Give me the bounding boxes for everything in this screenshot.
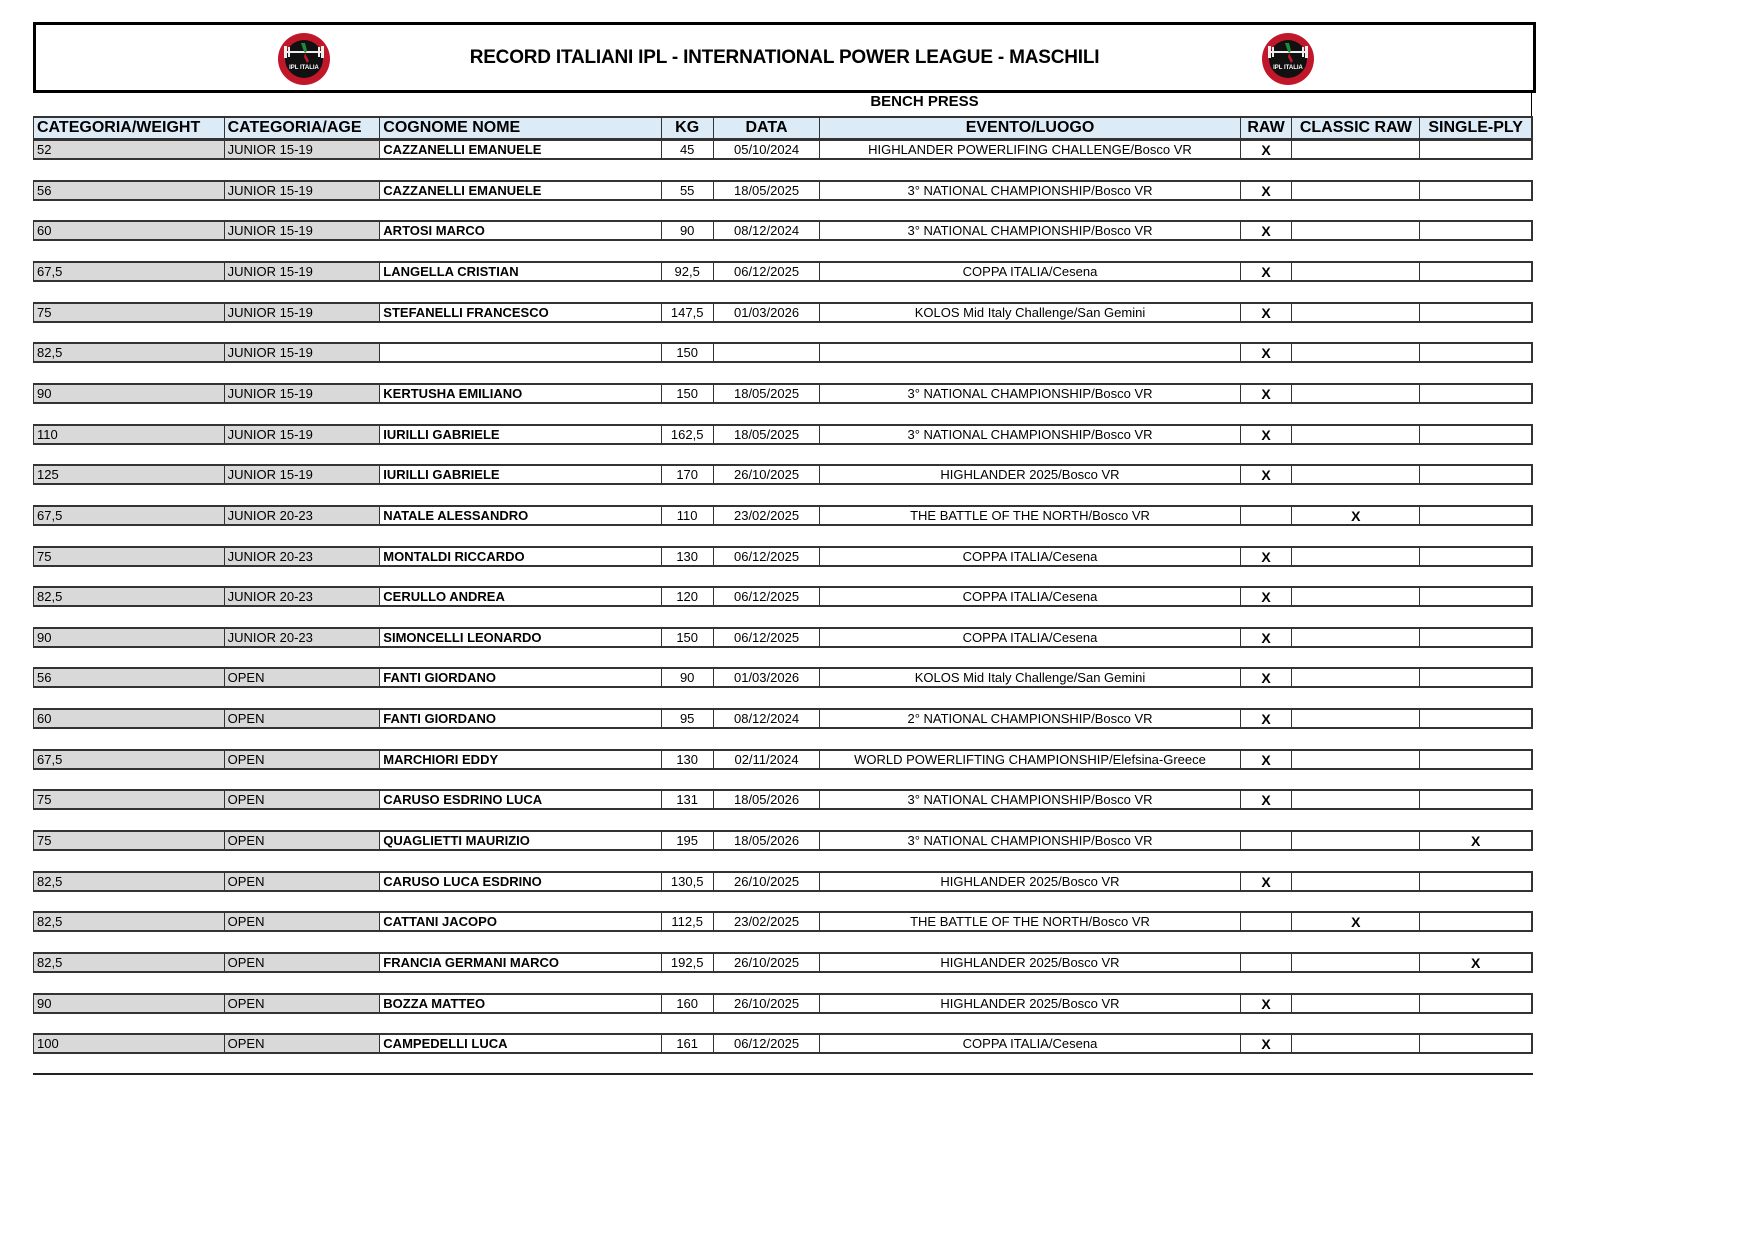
kg-cell: 130 (662, 548, 714, 565)
age-category-cell: JUNIOR 15-19 (225, 263, 381, 280)
raw-mark-cell: X (1241, 466, 1293, 483)
event-location-cell: HIGHLANDER 2025/Bosco VR (820, 873, 1240, 890)
classic-raw-mark-cell (1292, 344, 1420, 361)
kg-cell: 130 (662, 751, 714, 768)
athlete-name-cell: QUAGLIETTI MAURIZIO (380, 832, 661, 849)
logo-center-text: IPL ITALIA (289, 65, 319, 71)
date-cell: 06/12/2025 (714, 263, 821, 280)
raw-mark-cell: X (1241, 548, 1293, 565)
column-header-event: EVENTO/LUOGO (820, 118, 1240, 138)
age-category-cell: OPEN (225, 873, 381, 890)
raw-mark-cell (1241, 913, 1293, 930)
single-ply-mark-cell (1420, 466, 1531, 483)
table-row (33, 871, 1533, 892)
event-location-cell: 3° NATIONAL CHAMPIONSHIP/Bosco VR (820, 222, 1240, 239)
age-category-cell: JUNIOR 15-19 (225, 466, 381, 483)
classic-raw-mark-cell: X (1292, 507, 1420, 524)
ipl-italia-logo-icon (1256, 31, 1320, 87)
event-location-cell: HIGHLANDER 2025/Bosco VR (820, 954, 1240, 971)
single-ply-mark-cell (1420, 344, 1531, 361)
age-category-cell: JUNIOR 20-23 (225, 629, 381, 646)
date-cell: 23/02/2025 (714, 913, 821, 930)
athlete-name-cell: CATTANI JACOPO (380, 913, 661, 930)
date-cell: 06/12/2025 (714, 1035, 821, 1052)
weight-cell: 90 (34, 629, 225, 646)
event-location-cell: 3° NATIONAL CHAMPIONSHIP/Bosco VR (820, 426, 1240, 443)
raw-mark-cell: X (1241, 304, 1293, 321)
table-row (33, 180, 1533, 201)
classic-raw-mark-cell (1292, 832, 1420, 849)
table-row (33, 667, 1533, 688)
kg-cell: 150 (662, 629, 714, 646)
kg-cell: 110 (662, 507, 714, 524)
date-cell: 02/11/2024 (714, 751, 821, 768)
raw-mark-cell: X (1241, 222, 1293, 239)
kg-cell: 95 (662, 710, 714, 727)
single-ply-mark-cell (1420, 913, 1531, 930)
age-category-cell: JUNIOR 20-23 (225, 588, 381, 605)
age-category-cell: OPEN (225, 954, 381, 971)
athlete-name-cell: ARTOSI MARCO (380, 222, 661, 239)
athlete-name-cell: MONTALDI RICCARDO (380, 548, 661, 565)
event-location-cell: KOLOS Mid Italy Challenge/San Gemini (820, 304, 1240, 321)
event-location-cell: 3° NATIONAL CHAMPIONSHIP/Bosco VR (820, 791, 1240, 808)
single-ply-mark-cell (1420, 791, 1531, 808)
date-cell: 26/10/2025 (714, 995, 821, 1012)
date-cell: 26/10/2025 (714, 873, 821, 890)
date-cell: 06/12/2025 (714, 588, 821, 605)
raw-mark-cell: X (1241, 751, 1293, 768)
classic-raw-mark-cell (1292, 141, 1420, 158)
kg-cell: 161 (662, 1035, 714, 1052)
classic-raw-mark-cell (1292, 182, 1420, 199)
kg-cell: 45 (662, 141, 714, 158)
column-header-weight: CATEGORIA/WEIGHT (34, 118, 225, 138)
table-row (33, 1033, 1533, 1054)
raw-mark-cell: X (1241, 791, 1293, 808)
date-cell: 06/12/2025 (714, 548, 821, 565)
table-row (33, 789, 1533, 810)
table-row (33, 505, 1533, 526)
single-ply-mark-cell (1420, 751, 1531, 768)
kg-cell: 92,5 (662, 263, 714, 280)
weight-cell: 90 (34, 385, 225, 402)
age-category-cell: OPEN (225, 995, 381, 1012)
weight-cell: 100 (34, 1035, 225, 1052)
event-location-cell: COPPA ITALIA/Cesena (820, 1035, 1240, 1052)
date-cell: 18/05/2026 (714, 832, 821, 849)
age-category-cell: JUNIOR 15-19 (225, 385, 381, 402)
weight-cell: 82,5 (34, 344, 225, 361)
age-category-cell: OPEN (225, 832, 381, 849)
raw-mark-cell: X (1241, 182, 1293, 199)
age-category-cell: JUNIOR 15-19 (225, 222, 381, 239)
date-cell: 18/05/2025 (714, 385, 821, 402)
kg-cell: 170 (662, 466, 714, 483)
age-category-cell: OPEN (225, 751, 381, 768)
table-row (33, 627, 1533, 648)
single-ply-mark-cell (1420, 873, 1531, 890)
table-row (33, 830, 1533, 851)
date-cell: 01/03/2026 (714, 304, 821, 321)
event-location-cell: COPPA ITALIA/Cesena (820, 588, 1240, 605)
athlete-name-cell: CARUSO ESDRINO LUCA (380, 791, 661, 808)
title-box (33, 22, 1536, 93)
single-ply-mark-cell (1420, 182, 1531, 199)
single-ply-mark-cell (1420, 385, 1531, 402)
single-ply-mark-cell: X (1470, 832, 1481, 849)
event-location-cell: 3° NATIONAL CHAMPIONSHIP/Bosco VR (820, 385, 1240, 402)
kg-cell: 160 (662, 995, 714, 1012)
age-category-cell: JUNIOR 15-19 (225, 182, 381, 199)
single-ply-mark-cell (1420, 141, 1531, 158)
table-row (33, 586, 1533, 607)
kg-cell: 162,5 (662, 426, 714, 443)
event-location-cell: COPPA ITALIA/Cesena (820, 548, 1240, 565)
raw-mark-cell: X (1241, 141, 1293, 158)
date-cell: 01/03/2026 (714, 669, 821, 686)
event-location-cell: COPPA ITALIA/Cesena (820, 263, 1240, 280)
date-cell: 06/12/2025 (714, 629, 821, 646)
raw-mark-cell (1241, 954, 1293, 971)
date-cell: 18/05/2026 (714, 791, 821, 808)
athlete-name-cell: IURILLI GABRIELE (380, 426, 661, 443)
athlete-name-cell: KERTUSHA EMILIANO (380, 385, 661, 402)
age-category-cell: OPEN (225, 791, 381, 808)
age-category-cell: JUNIOR 20-23 (225, 548, 381, 565)
date-cell: 26/10/2025 (714, 466, 821, 483)
single-ply-mark-cell (1420, 426, 1531, 443)
classic-raw-mark-cell (1292, 1035, 1420, 1052)
age-category-cell: OPEN (225, 1035, 381, 1052)
kg-cell: 112,5 (662, 913, 714, 930)
event-location-cell: 3° NATIONAL CHAMPIONSHIP/Bosco VR (820, 182, 1240, 199)
athlete-name-cell: CAMPEDELLI LUCA (380, 1035, 661, 1052)
weight-cell: 75 (34, 832, 225, 849)
athlete-name-cell: STEFANELLI FRANCESCO (380, 304, 661, 321)
date-cell (714, 344, 821, 361)
column-header-age: CATEGORIA/AGE (225, 118, 381, 138)
athlete-name-cell: FANTI GIORDANO (380, 710, 661, 727)
athlete-name-cell: IURILLI GABRIELE (380, 466, 661, 483)
ipl-italia-logo-icon (272, 31, 336, 87)
age-category-cell: JUNIOR 15-19 (225, 141, 381, 158)
athlete-name-cell: FRANCIA GERMANI MARCO (380, 954, 661, 971)
section-border (1531, 90, 1532, 116)
classic-raw-mark-cell (1292, 629, 1420, 646)
athlete-name-cell: CAZZANELLI EMANUELE (380, 182, 661, 199)
raw-mark-cell: X (1241, 344, 1293, 361)
table-row (33, 911, 1533, 932)
age-category-cell: OPEN (225, 710, 381, 727)
single-ply-mark-cell (1420, 507, 1531, 524)
table-row (33, 749, 1533, 770)
weight-cell: 52 (34, 141, 225, 158)
raw-mark-cell: X (1241, 588, 1293, 605)
event-location-cell: THE BATTLE OF THE NORTH/Bosco VR (820, 507, 1240, 524)
athlete-name-cell: MARCHIORI EDDY (380, 751, 661, 768)
age-category-cell: JUNIOR 20-23 (225, 507, 381, 524)
classic-raw-mark-cell (1292, 669, 1420, 686)
weight-cell: 75 (34, 791, 225, 808)
kg-cell: 195 (662, 832, 714, 849)
classic-raw-mark-cell (1292, 263, 1420, 280)
kg-cell: 90 (662, 222, 714, 239)
table-row (33, 261, 1533, 282)
athlete-name-cell: FANTI GIORDANO (380, 669, 661, 686)
athlete-name-cell (380, 344, 661, 361)
event-location-cell: HIGHLANDER 2025/Bosco VR (820, 466, 1240, 483)
event-location-cell: 3° NATIONAL CHAMPIONSHIP/Bosco VR (820, 832, 1240, 849)
raw-mark-cell: X (1241, 995, 1293, 1012)
raw-mark-cell: X (1241, 385, 1293, 402)
date-cell: 08/12/2024 (714, 222, 821, 239)
raw-mark-cell: X (1241, 710, 1293, 727)
athlete-name-cell: BOZZA MATTEO (380, 995, 661, 1012)
age-category-cell: JUNIOR 15-19 (225, 304, 381, 321)
weight-cell: 67,5 (34, 263, 225, 280)
single-ply-mark-cell (1420, 1035, 1531, 1052)
table-row (33, 546, 1533, 567)
event-location-cell: WORLD POWERLIFTING CHAMPIONSHIP/Elefsina-Greece (820, 751, 1240, 768)
single-ply-mark-cell (1420, 588, 1531, 605)
weight-cell: 67,5 (34, 507, 225, 524)
date-cell: 18/05/2025 (714, 182, 821, 199)
section-title: BENCH PRESS (870, 93, 979, 110)
classic-raw-mark-cell (1292, 385, 1420, 402)
single-ply-mark-cell (1420, 995, 1531, 1012)
raw-mark-cell (1241, 507, 1293, 524)
weight-cell: 75 (34, 548, 225, 565)
raw-mark-cell: X (1241, 426, 1293, 443)
kg-cell: 147,5 (662, 304, 714, 321)
table-row (33, 302, 1533, 323)
classic-raw-mark-cell (1292, 548, 1420, 565)
classic-raw-mark-cell (1292, 588, 1420, 605)
athlete-name-cell: CARUSO LUCA ESDRINO (380, 873, 661, 890)
single-ply-mark-cell (1420, 304, 1531, 321)
weight-cell: 60 (34, 222, 225, 239)
raw-mark-cell: X (1241, 1035, 1293, 1052)
table-row (33, 464, 1533, 485)
athlete-name-cell: CAZZANELLI EMANUELE (380, 141, 661, 158)
kg-cell: 130,5 (662, 873, 714, 890)
weight-cell: 110 (34, 426, 225, 443)
weight-cell: 82,5 (34, 588, 225, 605)
column-header-name: COGNOME NOME (380, 118, 661, 138)
kg-cell: 150 (662, 385, 714, 402)
column-header-date: DATA (714, 118, 821, 138)
age-category-cell: JUNIOR 15-19 (225, 344, 381, 361)
classic-raw-mark-cell (1292, 791, 1420, 808)
event-location-cell: COPPA ITALIA/Cesena (820, 629, 1240, 646)
weight-cell: 60 (34, 710, 225, 727)
athlete-name-cell: NATALE ALESSANDRO (380, 507, 661, 524)
classic-raw-mark-cell (1292, 751, 1420, 768)
athlete-name-cell: CERULLO ANDREA (380, 588, 661, 605)
weight-cell: 82,5 (34, 913, 225, 930)
date-cell: 18/05/2025 (714, 426, 821, 443)
classic-raw-mark-cell (1292, 426, 1420, 443)
kg-cell: 150 (662, 344, 714, 361)
event-location-cell: 2° NATIONAL CHAMPIONSHIP/Bosco VR (820, 710, 1240, 727)
table-row (33, 139, 1533, 160)
column-header-single-ply: SINGLE-PLY (1428, 119, 1523, 136)
classic-raw-mark-cell (1292, 466, 1420, 483)
date-cell: 05/10/2024 (714, 141, 821, 158)
page-title: RECORD ITALIANI IPL - INTERNATIONAL POWER LEAGUE - MASCHILI (469, 46, 1100, 68)
athlete-name-cell: SIMONCELLI LEONARDO (380, 629, 661, 646)
date-cell: 23/02/2025 (714, 507, 821, 524)
single-ply-mark-cell (1420, 710, 1531, 727)
kg-cell: 55 (662, 182, 714, 199)
weight-cell: 67,5 (34, 751, 225, 768)
weight-cell: 90 (34, 995, 225, 1012)
event-location-cell: THE BATTLE OF THE NORTH/Bosco VR (820, 913, 1240, 930)
event-location-cell: HIGHLANDER POWERLIFING CHALLENGE/Bosco VR (820, 141, 1240, 158)
single-ply-mark-cell (1420, 669, 1531, 686)
table-row (33, 342, 1533, 363)
single-ply-mark-cell (1420, 263, 1531, 280)
classic-raw-mark-cell (1292, 222, 1420, 239)
event-location-cell: HIGHLANDER 2025/Bosco VR (820, 995, 1240, 1012)
weight-cell: 82,5 (34, 873, 225, 890)
classic-raw-mark-cell (1292, 954, 1420, 971)
age-category-cell: JUNIOR 15-19 (225, 426, 381, 443)
table-row (33, 993, 1533, 1014)
column-header-raw: RAW (1241, 118, 1293, 138)
classic-raw-mark-cell (1292, 873, 1420, 890)
weight-cell: 82,5 (34, 954, 225, 971)
table-header-row (33, 116, 1533, 139)
kg-cell: 131 (662, 791, 714, 808)
raw-mark-cell: X (1241, 873, 1293, 890)
weight-cell: 75 (34, 304, 225, 321)
single-ply-mark-cell: X (1470, 954, 1481, 971)
table-row (33, 708, 1533, 729)
date-cell: 08/12/2024 (714, 710, 821, 727)
age-category-cell: OPEN (225, 669, 381, 686)
table-row (33, 220, 1533, 241)
table-row (33, 952, 1533, 973)
single-ply-mark-cell (1420, 629, 1531, 646)
raw-mark-cell: X (1241, 669, 1293, 686)
column-header-classic-raw: CLASSIC RAW (1292, 118, 1420, 138)
raw-mark-cell: X (1241, 263, 1293, 280)
table-row (33, 383, 1533, 404)
date-cell: 26/10/2025 (714, 954, 821, 971)
raw-mark-cell (1241, 832, 1293, 849)
logo-center-text: IPL ITALIA (1273, 65, 1303, 71)
event-location-cell (820, 344, 1240, 361)
table-row (33, 424, 1533, 445)
single-ply-mark-cell (1420, 548, 1531, 565)
classic-raw-mark-cell: X (1292, 913, 1420, 930)
weight-cell: 56 (34, 669, 225, 686)
athlete-name-cell: LANGELLA CRISTIAN (380, 263, 661, 280)
kg-cell: 90 (662, 669, 714, 686)
classic-raw-mark-cell (1292, 995, 1420, 1012)
kg-cell: 192,5 (662, 954, 714, 971)
weight-cell: 125 (34, 466, 225, 483)
classic-raw-mark-cell (1292, 304, 1420, 321)
weight-cell: 56 (34, 182, 225, 199)
age-category-cell: OPEN (225, 913, 381, 930)
column-header-kg: KG (662, 118, 714, 138)
classic-raw-mark-cell (1292, 710, 1420, 727)
bottom-divider (33, 1073, 1533, 1075)
event-location-cell: KOLOS Mid Italy Challenge/San Gemini (820, 669, 1240, 686)
kg-cell: 120 (662, 588, 714, 605)
raw-mark-cell: X (1241, 629, 1293, 646)
single-ply-mark-cell (1420, 222, 1531, 239)
